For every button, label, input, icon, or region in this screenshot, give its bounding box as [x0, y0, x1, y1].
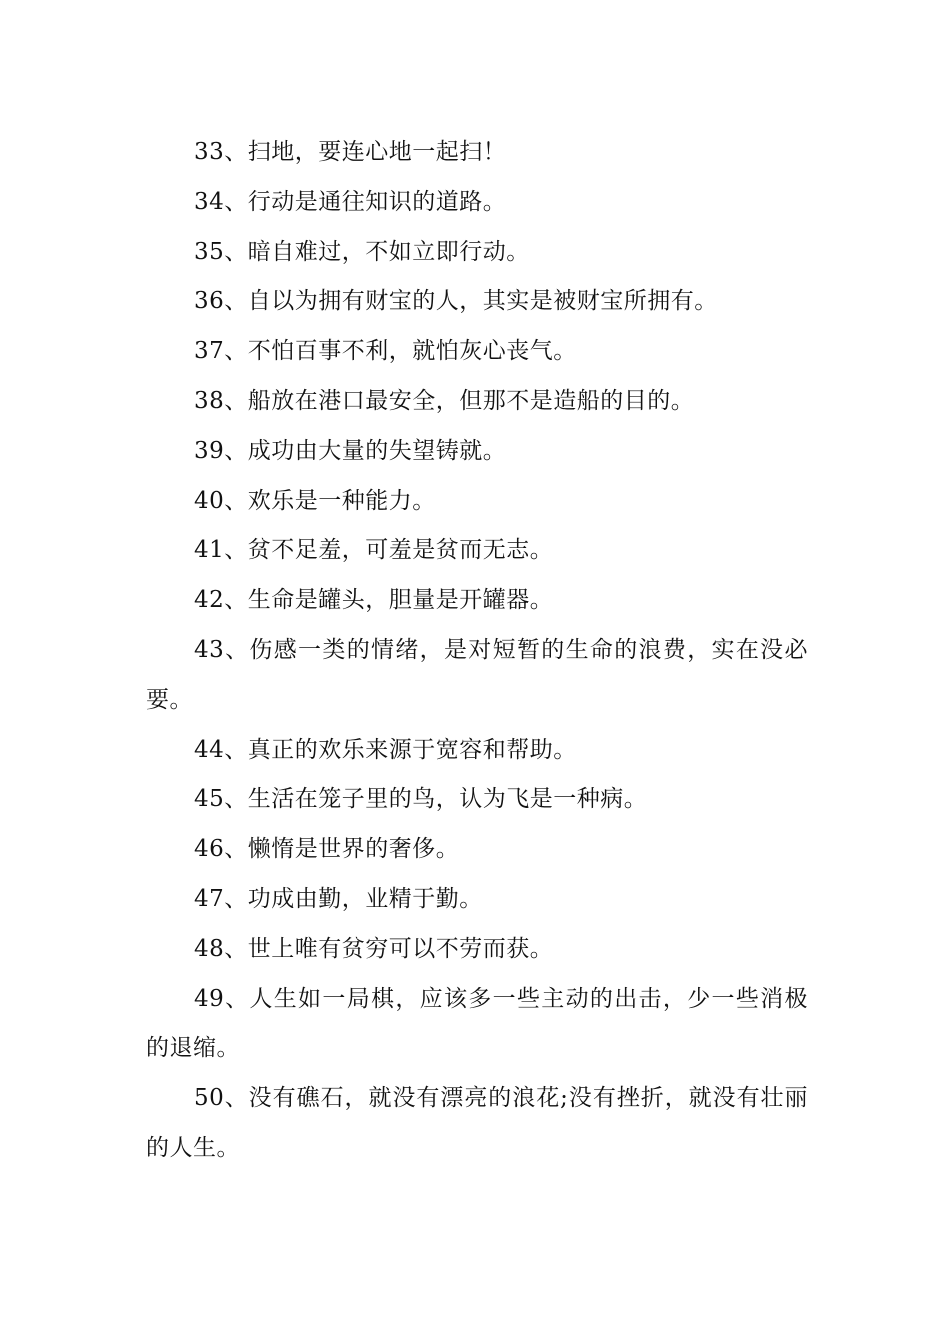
quote-paragraph-41: 41、贫不足羞，可羞是贫而无志。: [194, 537, 554, 564]
quote-paragraph-37: 37、不怕百事不利，就怕灰心丧气。: [194, 338, 577, 365]
quote-paragraph-49: 49、人生如一局棋，应该多一些主动的出击，少一些消极的退缩。: [146, 985, 808, 1062]
quote-paragraph-39: 39、成功由大量的失望铸就。: [194, 437, 507, 464]
quote-paragraph-40: 40、欢乐是一种能力。: [194, 487, 436, 514]
quote-paragraph-46: 46、懒惰是世界的奢侈。: [194, 836, 460, 863]
quote-paragraph-33: 33、扫地，要连心地一起扫！: [194, 139, 507, 165]
quote-paragraph-48: 48、世上唯有贫穷可以不劳而获。: [194, 935, 554, 962]
quote-paragraph-36: 36、自以为拥有财宝的人，其实是被财宝所拥有。: [194, 288, 718, 315]
quote-paragraph-34: 34、行动是通往知识的道路。: [194, 188, 507, 215]
quote-paragraph-44: 44、真正的欢乐来源于宽容和帮助。: [194, 736, 577, 763]
quote-paragraph-45: 45、生活在笼子里的鸟，认为飞是一种病。: [194, 786, 648, 813]
document-body: [146, 128, 808, 1174]
quote-paragraph-43: 43、伤感一类的情绪，是对短暂的生命的浪费，实在没必要。: [146, 636, 808, 713]
quote-paragraph-35: 35、暗自难过，不如立即行动。: [194, 238, 530, 265]
quote-paragraph-38: 38、船放在港口最安全，但那不是造船的目的。: [194, 387, 695, 414]
quote-paragraph-47: 47、功成由勤，业精于勤。: [194, 885, 483, 912]
quote-paragraph-42: 42、生命是罐头，胆量是开罐器。: [194, 587, 554, 614]
quote-paragraph-50: 50、没有礁石，就没有漂亮的浪花;没有挫折，就没有壮丽的人生。: [146, 1085, 808, 1161]
